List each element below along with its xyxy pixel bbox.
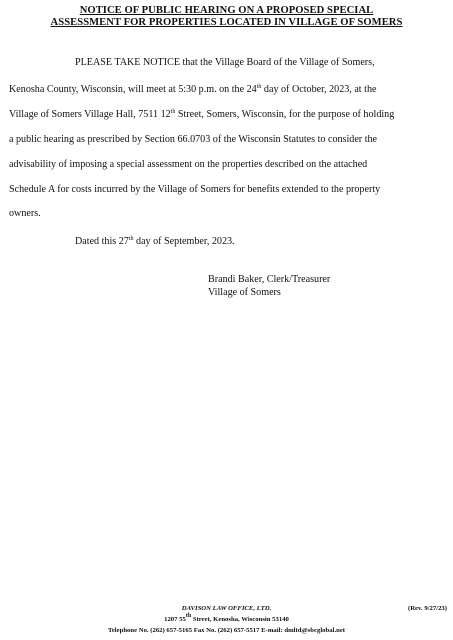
notice-title-line-2: ASSESSMENT FOR PROPERTIES LOCATED IN VILLAGE OF SOMERS <box>50 17 403 28</box>
ordinal-suffix: th <box>128 236 134 242</box>
paragraph-line-4: a public hearing as prescribed by Section 66.0703 of the Wisconsin Statutes to consider the <box>9 134 378 145</box>
paragraph-line-3-text-a: Village of Somers Village Hall, 7511 12 <box>9 109 171 120</box>
law-firm-contact: Telephone No. (262) 657-5165 Fax No. (262) 657-5517 E-mail: dmltd@sbcglobal.net <box>107 627 346 634</box>
address-text-a: 1207 55 <box>164 616 186 623</box>
paragraph-line-3-text-b: Street, Somers, Wisconsin, for the purpose of holding <box>175 109 395 120</box>
paragraph-line-2-text-b: day of October, 2023, at the <box>261 84 377 95</box>
signatory-name-title: Brandi Baker, Clerk/Treasurer <box>208 274 331 285</box>
paragraph-line-3 <box>9 109 394 121</box>
address-text-b: Street, Kenosha, Wisconsin 53140 <box>191 616 289 623</box>
paragraph-line-2-text-a: Kenosha County, Wisconsin, will meet at 5:30 p.m. on the 24 <box>9 84 257 95</box>
paragraph-line-5: advisability of imposing a special assessment on the properties described on the attached <box>9 159 368 170</box>
notice-title-line-1: NOTICE OF PUBLIC HEARING ON A PROPOSED SPECIAL <box>79 5 374 16</box>
signatory-organization: Village of Somers <box>208 287 281 298</box>
ordinal-suffix: th <box>256 84 262 90</box>
dated-text-a: Dated this 27 <box>75 236 129 247</box>
paragraph-line-2 <box>9 84 376 96</box>
revision-date: (Rev. 9/27/23) <box>407 605 447 612</box>
paragraph-line-7: owners. <box>9 208 41 219</box>
dated-line <box>75 236 235 248</box>
paragraph-line-1: PLEASE TAKE NOTICE that the Village Board of the Village of Somers, <box>75 57 375 68</box>
paragraph-line-6: Schedule A for costs incurred by the Village of Somers for benefits extended to the property <box>9 184 381 195</box>
dated-text-b: day of September, 2023. <box>133 236 235 247</box>
ordinal-suffix: th <box>170 109 176 115</box>
law-firm-name: DAVISON LAW OFFICE, LTD. <box>181 605 272 612</box>
ordinal-suffix: th <box>185 613 192 619</box>
law-firm-address <box>0 613 453 624</box>
